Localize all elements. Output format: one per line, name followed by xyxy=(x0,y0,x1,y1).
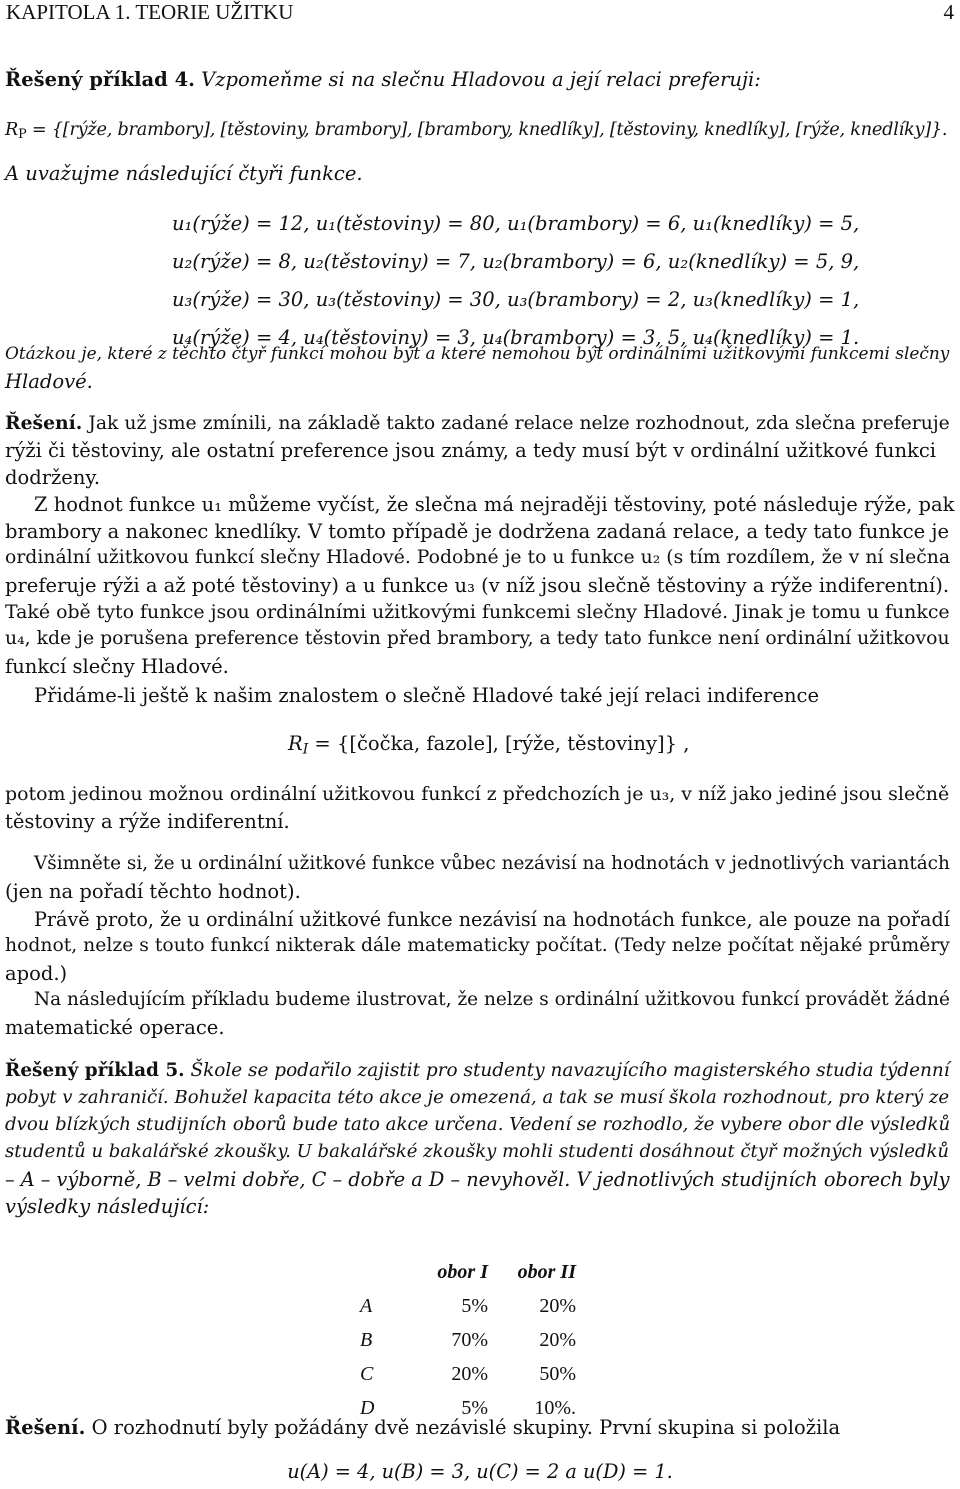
solution4-p6-line-3: apod.) xyxy=(5,962,68,985)
solution4-p5-line-1: Všimněte si, že u ordinální užitkové funkce vůbec nezávisí na hodnotách v jednotlivých variantách xyxy=(34,853,950,874)
example4-label: Řešený příklad 4. xyxy=(5,68,195,91)
solution4-line-2: rýži či těstoviny, ale ostatní preference jsou známy, a tedy musí být v ordinální užitkové funkci xyxy=(5,439,937,462)
example5-line-5: – A – výborně, B – velmi dobře, C – dobře a D – nevyhověl. V jednotlivých studijních oborech byly xyxy=(5,1168,950,1191)
function-u1: u₁(rýže) = 12, u₁(těstoviny) = 80, u₁(brambory) = 6, u₁(knedlíky) = 5, xyxy=(172,212,860,235)
column-header-obor-1: obor I xyxy=(437,1260,488,1283)
function-u3: u₃(rýže) = 30, u₃(těstoviny) = 30, u₃(brambory) = 2, u₃(knedlíky) = 1, xyxy=(172,288,860,311)
example4-consider: A uvažujme následující čtyři funkce. xyxy=(5,162,363,185)
solution4-p7-line-2: matematické operace. xyxy=(5,1016,225,1039)
solution5-label: Řešení. xyxy=(5,1416,86,1439)
solution4-p6-line-2: hodnot, nelze s touto funkcí nikterak dále matematicky počítat. (Tedy nelze počítat nějaké průměry xyxy=(5,935,950,956)
solution4-p4-line-2: těstoviny a rýže indiferentní. xyxy=(5,810,290,833)
column-header-obor-2: obor II xyxy=(517,1260,576,1283)
indifference-relation: $R_I$ = {[čočka, fazole], [rýže, těstoviny]} , xyxy=(288,732,690,758)
page-number: 4 xyxy=(943,0,954,24)
example5-label: Řešený příklad 5. xyxy=(5,1060,185,1081)
table-row: B 70% 20% xyxy=(360,1328,576,1351)
solution4-p2-line-7: funkcí slečny Hladové. xyxy=(5,655,229,678)
solution5-line: Řešení. O rozhodnutí byly požádány dvě nezávislé skupiny. První skupina si položila xyxy=(5,1416,841,1439)
solution4-line-3: dodrženy. xyxy=(5,466,101,489)
solution4-p2-line-3: ordinální užitkovou funkcí slečny Hladové. Podobné je to u funkce u₂ (s tím rozdílem, že v ní slečna xyxy=(5,547,951,568)
solution4-p7-line-1: Na následujícím příkladu budeme ilustrovat, že nelze s ordinální užitkovou funkcí provádět žádné xyxy=(34,989,950,1010)
function-u4: u₄(rýže) = 4, u₄(těstoviny) = 3, u₄(brambory) = 3, 5, u₄(knedlíky) = 1. xyxy=(172,326,860,349)
function-u2: u₂(rýže) = 8, u₂(těstoviny) = 7, u₂(brambory) = 6, u₂(knedlíky) = 5, 9, xyxy=(172,250,860,273)
example5-line-4: studentů u bakalářské zkoušky. U bakalářské zkoušky mohli studenti dosáhnout čtyř možných výsledků xyxy=(5,1141,949,1162)
solution4-p2-line-1: Z hodnot funkce u₁ můžeme vyčíst, že slečna má nejraději těstoviny, poté následuje rýže, pak xyxy=(34,493,955,516)
table-header-row xyxy=(360,1255,576,1289)
grades-table xyxy=(360,1255,576,1425)
example5-line-6: výsledky následující: xyxy=(5,1195,210,1218)
solution4-label: Řešení. xyxy=(5,412,83,434)
example5-line-3: dvou blízkých studijních oborů bude tato akce určena. Vedení se rozhodlo, že vybere obor dle výsledků xyxy=(5,1114,951,1135)
solution4-p2-line-5: Také obě tyto funkce jsou ordinálními užitkovými funkcemi slečny Hladové. Jinak je tomu u funkce xyxy=(5,601,950,623)
solution4-p4-line-1: potom jedinou možnou ordinální užitkovou funkcí z předchozích je u₃, v níž jako jediné jsou slečně xyxy=(5,783,950,805)
solution4-p2-line-2: brambory a nakonec knedlíky. V tomto případě je dodržena zadaná relace, a tedy tato funkce je xyxy=(5,520,949,543)
solution4-line-1: Řešení. Jak už jsme zmínili, na základě takto zadané relace nelze rozhodnout, zda slečna preferuje xyxy=(5,412,950,434)
solution5-formula: u(A) = 4, u(B) = 3, u(C) = 2 a u(D) = 1. xyxy=(287,1460,673,1483)
preference-relation: $R_P$ = {[rýže, brambory], [těstoviny, brambory], [brambory, knedlíky], [těstoviny, knedlíky], [rýže, knedlíky]}. xyxy=(5,120,948,143)
example4-intro: Vzpomeňme si na slečnu Hladovou a její relaci preferuji: xyxy=(201,68,761,91)
solution4-p6-line-1: Právě proto, že u ordinální užitkové funkce nezávisí na hodnotách funkce, ale pouze na pořadí xyxy=(34,908,950,931)
chapter-title: KAPITOLA 1. TEORIE UŽITKU xyxy=(6,0,294,24)
example4-intro-line xyxy=(5,70,761,90)
example4-question-1: Otázkou je, které z těchto čtyř funkcí mohou být a které nemohou být ordinálními užitkovými funkcemi slečny xyxy=(5,343,950,363)
table-row: C 20% 50% xyxy=(360,1362,576,1385)
running-header xyxy=(6,0,954,25)
table-row: A 5% 20% xyxy=(360,1294,576,1317)
solution4-p5-line-2: (jen na pořadí těchto hodnot). xyxy=(5,880,301,903)
example4-question-2: Hladové. xyxy=(5,370,93,393)
solution4-p2-line-4: preferuje rýži a až poté těstoviny) a u funkce u₃ (v níž jsou slečně těstoviny a rýže indiferentní). xyxy=(5,574,950,597)
solution4-p2-line-6: u₄, kde je porušena preference těstovin před brambory, a tedy tato funkce není ordinální užitkovou xyxy=(5,628,950,649)
example5-line-1: Řešený příklad 5. Škole se podařilo zajistit pro studenty navazujícího magisterského studia týdenní xyxy=(5,1060,950,1081)
example5-line-2: pobyt v zahraničí. Bohužel kapacita této akce je omezená, a tak se musí škola rozhodnout, pro který ze xyxy=(5,1087,950,1108)
table-row: D 5% 10%. xyxy=(360,1396,576,1419)
solution4-p3: Přidáme-li ještě k našim znalostem o slečně Hladové také její relaci indiference xyxy=(34,684,819,707)
